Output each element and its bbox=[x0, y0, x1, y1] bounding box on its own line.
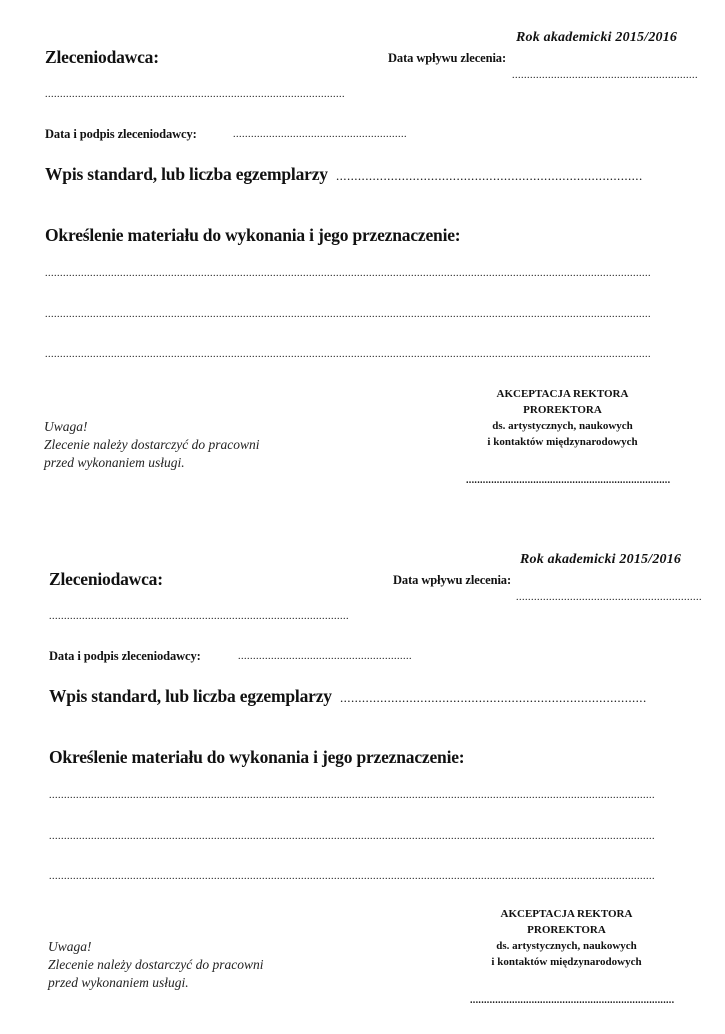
material-label: Określenie materiału do wykonania i jego przeznaczenie: bbox=[49, 747, 465, 767]
signature-label: Data i podpis zleceniodawcy: bbox=[45, 127, 197, 141]
client-field[interactable]: .................................................................................................... bbox=[49, 611, 349, 622]
material-field-2[interactable]: .......................................................................................................................................................................................................... bbox=[45, 309, 651, 320]
receipt-date-field[interactable]: .............................................................. bbox=[516, 592, 702, 603]
acceptance-line: ds. artystycznych, naukowych bbox=[492, 420, 633, 432]
receipt-date-field[interactable]: .............................................................. bbox=[512, 70, 698, 81]
note-line: Uwaga! bbox=[44, 419, 88, 434]
client-label: Zleceniodawca: bbox=[45, 47, 159, 67]
note bbox=[48, 938, 263, 992]
standard-label: Wpis standard, lub liczba egzemplarzy bbox=[49, 686, 332, 706]
acceptance-block bbox=[450, 386, 675, 450]
note-line: przed wykonaniem usługi. bbox=[48, 975, 189, 990]
acceptance-line: i kontaktów międzynarodowych bbox=[491, 956, 642, 968]
material-field-3[interactable]: .......................................................................................................................................................................................................... bbox=[49, 871, 655, 882]
material-field-1[interactable]: .......................................................................................................................................................................................................... bbox=[49, 790, 655, 801]
acceptance-signature-field[interactable]: ......................................................................... bbox=[470, 995, 675, 1006]
acceptance-block bbox=[454, 906, 679, 970]
material-field-2[interactable]: .......................................................................................................................................................................................................... bbox=[49, 831, 655, 842]
note-line: przed wykonaniem usługi. bbox=[44, 455, 185, 470]
note-line: Uwaga! bbox=[48, 939, 92, 954]
signature-field[interactable]: .......................................................... bbox=[238, 651, 412, 662]
standard-field[interactable]: .................................................................................... bbox=[336, 168, 643, 183]
order-form-1 bbox=[0, 0, 725, 512]
receipt-date-label: Data wpływu zlecenia: bbox=[393, 573, 512, 587]
acceptance-line: i kontaktów międzynarodowych bbox=[487, 436, 638, 448]
acceptance-line: AKCEPTACJA REKTORA bbox=[500, 908, 633, 920]
acceptance-signature-field[interactable]: ......................................................................... bbox=[466, 475, 671, 486]
signature-label: Data i podpis zleceniodawcy: bbox=[49, 649, 201, 663]
note bbox=[44, 418, 259, 472]
acceptance-line: PROREKTORA bbox=[527, 924, 606, 936]
standard-label: Wpis standard, lub liczba egzemplarzy bbox=[45, 164, 328, 184]
material-field-3[interactable]: .......................................................................................................................................................................................................... bbox=[45, 349, 651, 360]
client-field[interactable]: .................................................................................................... bbox=[45, 89, 345, 100]
acceptance-line: AKCEPTACJA REKTORA bbox=[496, 388, 629, 400]
academic-year: Rok akademicki 2015/2016 bbox=[516, 30, 678, 45]
material-label: Określenie materiału do wykonania i jego przeznaczenie: bbox=[45, 225, 461, 245]
material-field-1[interactable]: .......................................................................................................................................................................................................... bbox=[45, 268, 651, 279]
note-line: Zlecenie należy dostarczyć do pracowni bbox=[44, 437, 260, 452]
receipt-date-label: Data wpływu zlecenia: bbox=[388, 51, 507, 65]
order-form-2 bbox=[0, 522, 725, 1034]
client-label: Zleceniodawca: bbox=[49, 569, 163, 589]
acceptance-line: ds. artystycznych, naukowych bbox=[496, 940, 637, 952]
signature-field[interactable]: .......................................................... bbox=[233, 129, 407, 140]
note-line: Zlecenie należy dostarczyć do pracowni bbox=[48, 957, 264, 972]
academic-year: Rok akademicki 2015/2016 bbox=[520, 552, 682, 567]
acceptance-line: PROREKTORA bbox=[523, 404, 602, 416]
standard-field[interactable]: .................................................................................... bbox=[340, 690, 647, 705]
